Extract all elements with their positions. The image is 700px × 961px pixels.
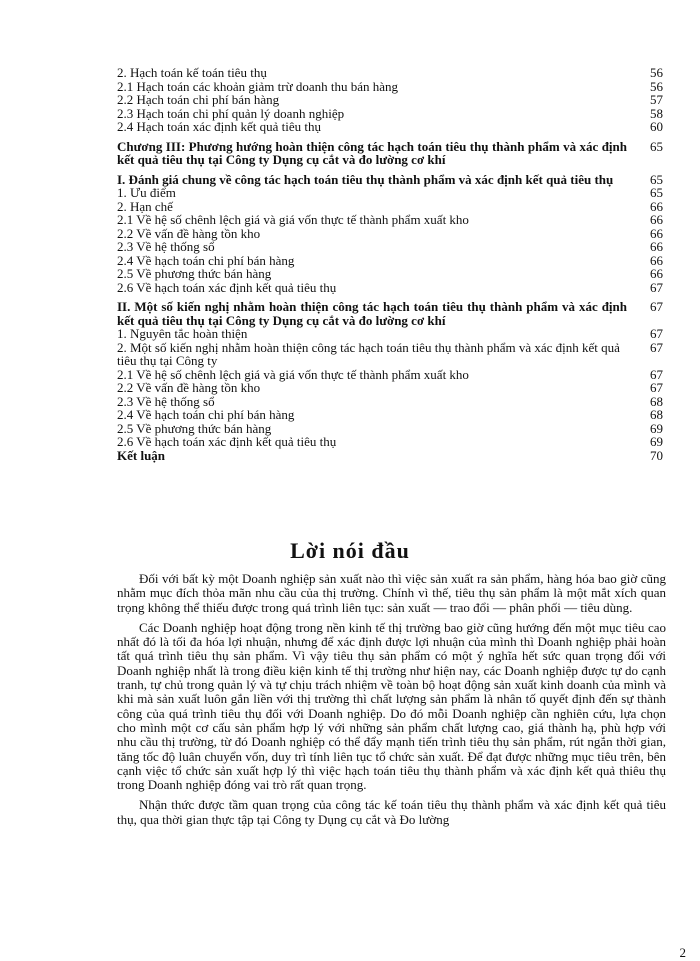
- paragraph: Các Doanh nghiệp hoạt động trong nền kinh tế thị trường bao giờ cũng hướng đến một mục tiêu cao nhất đó là tối đa hóa lợi nhuận, nhưng để xác định được lợi nhuận của mình thì Doanh nghiệp phải hoàn tất quá trình tiêu thụ sản phẩm. Vì vậy tiêu thụ sản phẩm có một ý nghĩa hết sức quan trọng đối với Doanh nghiệp nhất là trong điều kiện kinh tế thị trường như hiện nay, các Doanh nghiệp được tự do cạnh tranh, tự chủ trong quản lý và tự chịu trách nhiệm về toàn bộ hoạt động sản xuất kinh doanh của mình và khi mà sản xuất luôn gắn liền với thị trường thì chất lượng sản phẩm là nhân tố quyết định đến sự thành công của quá trình tiêu thụ đối với Doanh nghiệp. Do đó mỗi Doanh nghiệp cần nghiên cứu, lựa chọn cho mình một cơ cấu sản phẩm hợp lý với những sản phẩm chất lượng cao, giá thành hạ, phù hợp với nhu cầu thị trường, từ đó Doanh nghiệp có thể đẩy mạnh tiến trình tiêu thụ sản phẩm, rút ngắn thời gian, tăng tốc độ luân chuyển vốn, duy trì tính liên tục tổ chức sản xuất. Để đạt được những mục tiêu trên, bên cạnh việc tổ chức sản xuất hợp lý thì việc hạch toán tiêu thụ thành phẩm và xác định kết quả thiêu thụ trong Doanh nghiệp đóng vai trò rất quan trọng.: [117, 619, 666, 793]
- page-title: Lời nói đầu: [290, 538, 410, 563]
- toc-row: 2.4 Hạch toán xác định kết quả tiêu thụ 60: [117, 119, 663, 134]
- toc-chapter-heading: Chương III: Phương hướng hoàn thiện công tác hạch toán tiêu thụ thành phẩm và xác định kết quả tiêu thụ tại Công ty Dụng cụ cắt và đo lường cơ khí 65: [117, 138, 663, 167]
- toc-row: 2. Hạn chế 66: [117, 198, 663, 214]
- body-text: [117, 572, 666, 833]
- toc-row: 2. Hạch toán kế toán tiêu thụ 56: [117, 65, 663, 80]
- toc-conclusion: Kết luận 70: [117, 447, 663, 463]
- toc-row: 2.3 Hạch toán chi phí quản lý doanh nghiệp 58: [117, 105, 663, 121]
- page-number: 2: [679, 945, 686, 960]
- toc-row: 2.3 Về hệ thống sổ 66: [117, 239, 663, 254]
- toc-row: 1. Ưu điểm 65: [117, 185, 663, 200]
- toc-row: 2.1 Về hệ số chênh lệch giá và giá vốn thực tế thành phẩm xuất kho 67: [117, 366, 663, 382]
- toc-row: 2.4 Về hạch toán chi phí bán hàng 66: [117, 252, 663, 268]
- toc-row: 1. Nguyên tắc hoàn thiện 67: [117, 326, 663, 341]
- toc-row: 2.4 Về hạch toán chi phí bán hàng 68: [117, 407, 663, 422]
- toc-row: 2.2 Về vấn đề hàng tồn kho 67: [117, 380, 663, 395]
- table-of-contents: [117, 66, 663, 462]
- toc-row: 2.5 Về phương thức bán hàng 69: [117, 420, 663, 436]
- toc-row: 2.6 Về hạch toán xác định kết quả tiêu thụ 67: [117, 279, 663, 295]
- toc-row: 2.1 Hạch toán các khoản giảm trừ doanh thu bán hàng 56: [117, 78, 663, 94]
- toc-section-heading: I. Đánh giá chung về công tác hạch toán tiêu thụ thành phẩm và xác định kết quả tiêu thụ 65: [117, 171, 663, 187]
- toc-row: 2.1 Về hệ số chênh lệch giá và giá vốn thực tế thành phẩm xuất kho 66: [117, 212, 663, 227]
- toc-row: 2.2 Hạch toán chi phí bán hàng 57: [117, 92, 663, 107]
- toc-section-heading: II. Một số kiến nghị nhằm hoàn thiện công tác hạch toán tiêu thụ thành phẩm và xác định kết quả tiêu thụ tại Công ty Dụng cụ cắt và đo lường cơ khí 67: [117, 299, 663, 328]
- toc-row: 2.3 Về hệ thống sổ 68: [117, 393, 663, 409]
- paragraph: Nhận thức được tầm quan trọng của công tác kế toán tiêu thụ thành phẩm và xác định kết quả tiêu thụ, qua thời gian thực tập tại Công ty Dụng cụ cắt và Đo lường: [117, 797, 666, 827]
- toc-row: 2.5 Về phương thức bán hàng 66: [117, 266, 663, 281]
- toc-row: 2. Một số kiến nghị nhằm hoàn thiện công tác hạch toán tiêu thụ thành phẩm và xác định kết quả tiêu thụ tại Công ty 67: [117, 339, 663, 368]
- paragraph: Đối với bất kỳ một Doanh nghiệp sản xuất nào thì việc sản xuất ra sản phẩm, hàng hóa bao giờ cũng nhằm mục đích thỏa mãn nhu cầu của thị trường. Chính vì thế, tiêu thụ sản phẩm là một mắt xích quan trọng không thể thiếu được trong quá trình liên tục: sản xuất — trao đổi — phân phối — tiêu dùng.: [117, 571, 666, 615]
- toc-row: 2.6 Về hạch toán xác định kết quả tiêu thụ 69: [117, 434, 663, 449]
- toc-row: 2.2 Về vấn đề hàng tồn kho 66: [117, 225, 663, 241]
